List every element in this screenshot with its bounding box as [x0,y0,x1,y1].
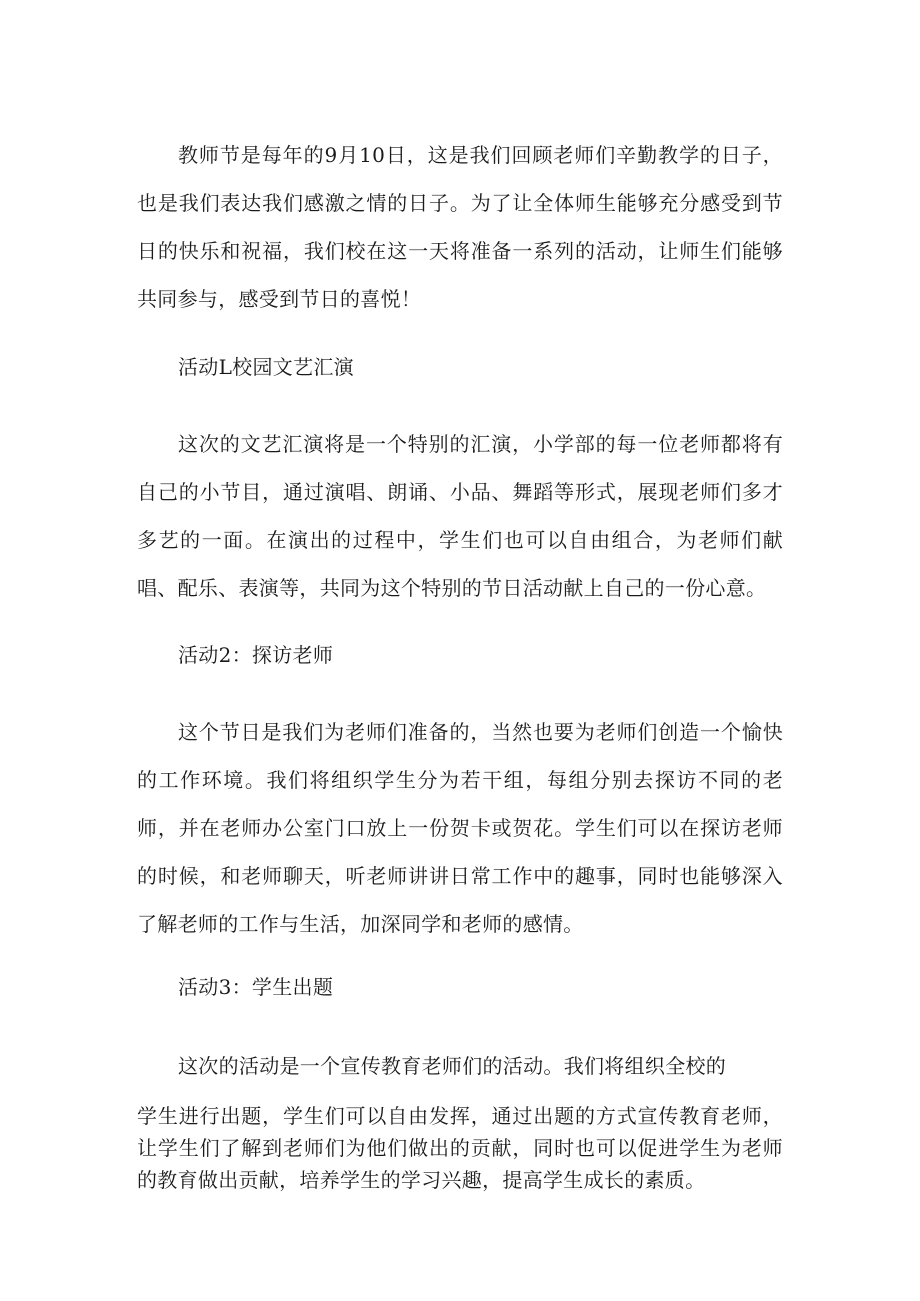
activity-2-paragraph: 这个节日是我们为老师们准备的，当然也要为老师们创造一个愉快的工作环境。我们将组织学生分为若干组，每组分别去探访不同的老师，并在老师办公室门口放上一份贺卡或贺花。学生们可以在探访老师的时候，和老师聊天，听老师讲讲日常工作中的趣事，同时也能够深入了解老师的工作与生活，加深同学和老师的感情。 [137,720,783,936]
activity-3-paragraph-first-line: 这次的活动是一个宣传教育老师们的活动。我们将组织全校的 [178,1054,727,1078]
activity-3-heading: 活动3：学生出题 [178,975,334,999]
activity-2-heading: 活动2：探访老师 [178,643,334,667]
activity-1-paragraph: 这次的文艺汇演将是一个特别的汇演，小学部的每一位老师都将有自己的小节目，通过演唱、朗诵、小品、舞蹈等形式，展现老师们多才多艺的一面。在演出的过程中，学生们也可以自由组合，为老师们献唱、配乐、表演等，共同为这个特别的节日活动献上自己的一份心意。 [137,432,783,600]
activity-3-paragraph-continued: 学生进行出题，学生们可以自由发挥，通过出题的方式宣传教育老师，让学生们了解到老师们为他们做出的贡献，同时也可以促进学生为老师的教育做出贡献，培养学生的学习兴趣，提高学生成长的素质。 [137,1104,783,1192]
intro-paragraph: 教师节是每年的9月10日，这是我们回顾老师们辛勤教学的日子，也是我们表达我们感激之情的日子。为了让全体师生能够充分感受到节日的快乐和祝福，我们校在这一天将准备一系列的活动，让师生们能够共同参与，感受到节日的喜悦！ [137,143,783,311]
activity-1-heading: 活动L校园文艺汇演 [178,355,354,379]
